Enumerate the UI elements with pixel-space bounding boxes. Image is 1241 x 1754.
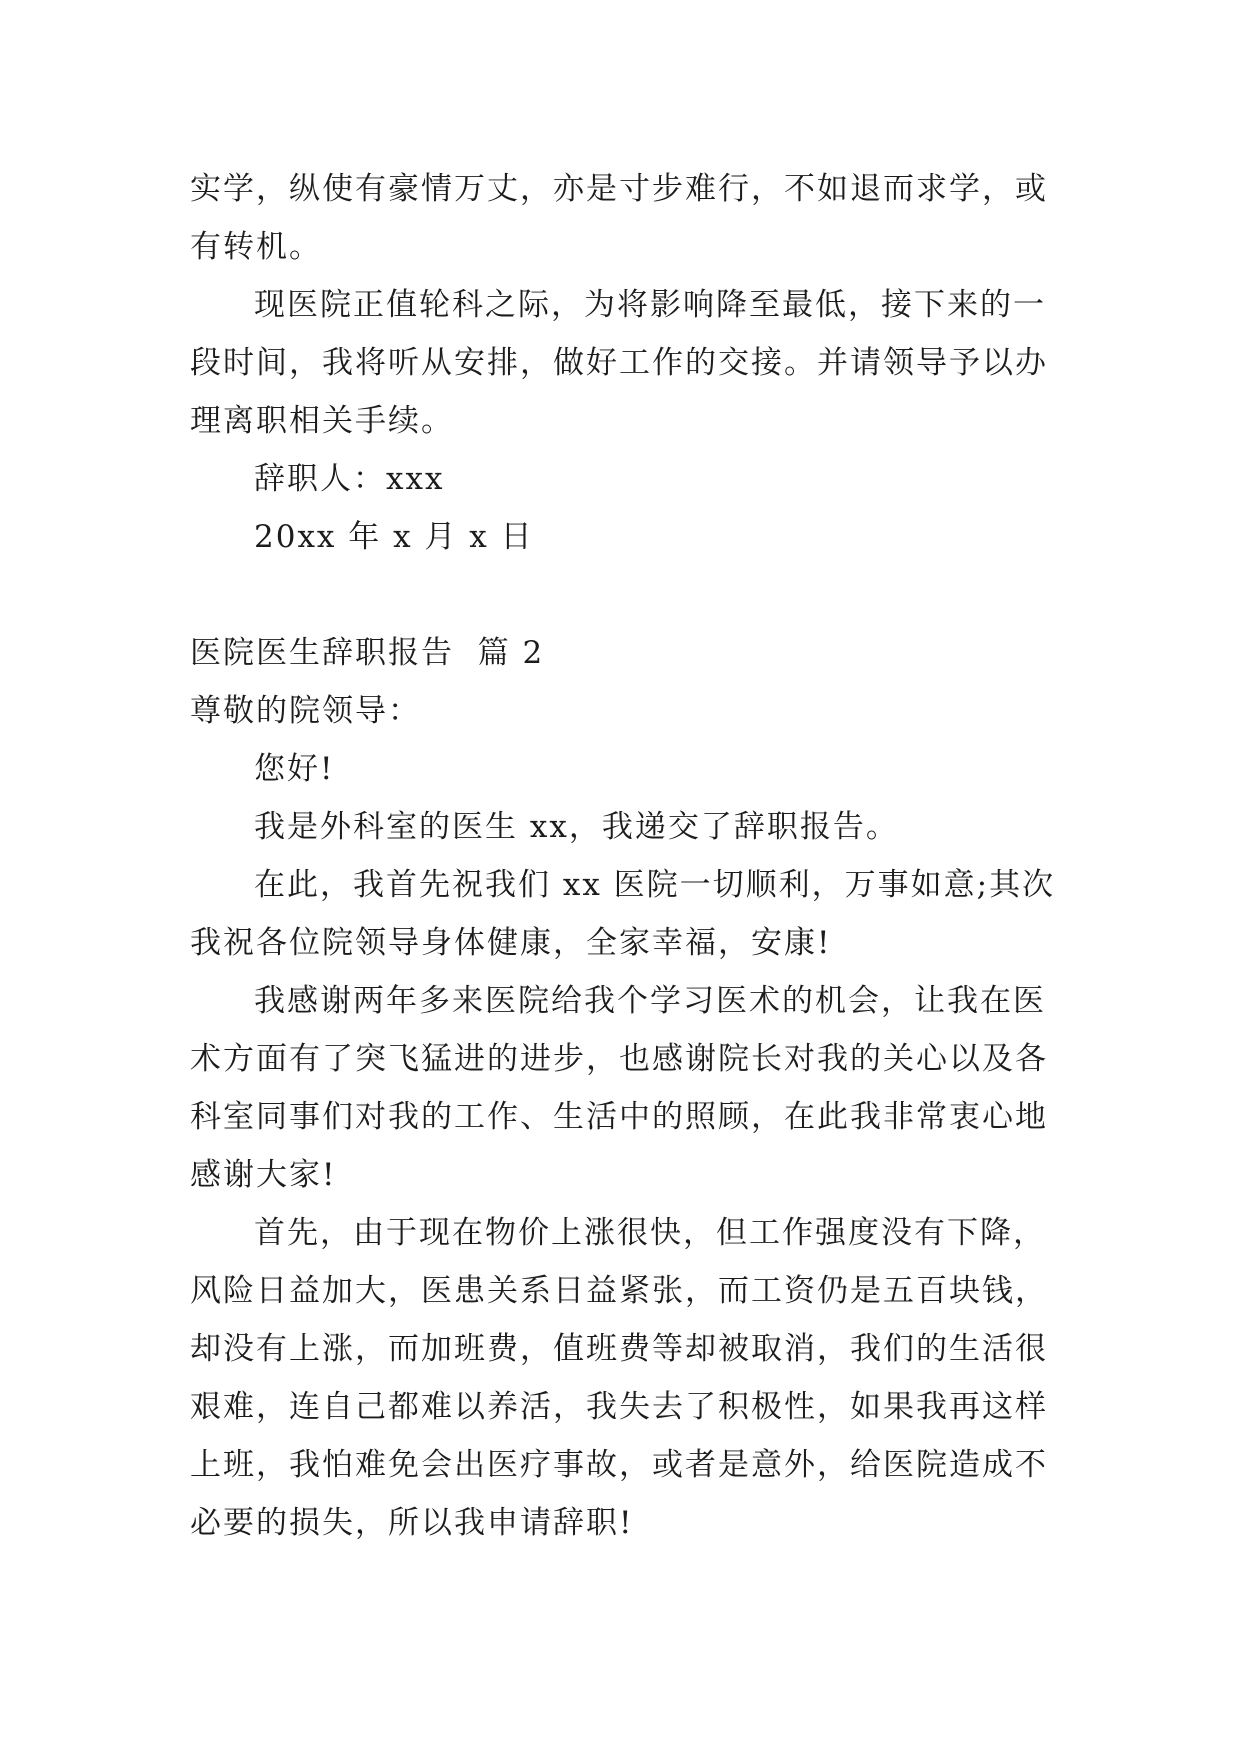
text-line: 术方面有了突飞猛进的进步，也感谢院长对我的关心以及各 xyxy=(190,1041,1048,1077)
section-spacer xyxy=(190,566,1070,624)
paragraph xyxy=(190,972,1070,1204)
text-line: 在此，我首先祝我们 xx 医院一切顺利，万事如意;其次 xyxy=(254,867,1056,903)
signature: 辞职人：xxx xyxy=(254,461,445,497)
text-line: 现医院正值轮科之际，为将影响降至最低，接下来的一 xyxy=(254,287,1046,323)
text-line: 艰难，连自己都难以养活，我失去了积极性，如果我再这样 xyxy=(190,1389,1048,1425)
document-body xyxy=(190,160,1070,1552)
text-line: 风险日益加大，医患关系日益紧张，而工资仍是五百块钱， xyxy=(190,1273,1048,1309)
paragraph xyxy=(190,856,1070,972)
text-line: 却没有上涨，而加班费，值班费等却被取消，我们的生活很 xyxy=(190,1331,1048,1367)
text-line: 上班，我怕难免会出医疗事故，或者是意外，给医院造成不 xyxy=(190,1447,1048,1483)
greeting: 您好! xyxy=(254,751,335,787)
paragraph xyxy=(190,798,1070,856)
text-line: 感谢大家! xyxy=(190,1157,337,1193)
text-line: 理离职相关手续。 xyxy=(190,403,454,439)
paragraph xyxy=(190,276,1070,450)
paragraph xyxy=(190,1204,1070,1552)
text-line: 我是外科室的医生 xx，我递交了辞职报告。 xyxy=(254,809,899,845)
text-line: 段时间，我将听从安排，做好工作的交接。并请领导予以办 xyxy=(190,345,1048,381)
date: 20xx 年 x 月 x 日 xyxy=(254,519,534,555)
text-line: 科室同事们对我的工作、生活中的照顾，在此我非常衷心地 xyxy=(190,1099,1048,1135)
text-line: 有转机。 xyxy=(190,229,322,265)
text-line: 实学，纵使有豪情万丈，亦是寸步难行，不如退而求学，或 xyxy=(190,171,1048,207)
paragraph xyxy=(190,160,1070,276)
text-line: 我感谢两年多来医院给我个学习医术的机会，让我在医 xyxy=(254,983,1046,1019)
section-title: 医院医生辞职报告 篇 2 xyxy=(190,635,545,671)
text-line: 我祝各位院领导身体健康，全家幸福，安康! xyxy=(190,925,832,961)
text-line: 首先，由于现在物价上涨很快，但工作强度没有下降， xyxy=(254,1215,1046,1251)
salutation: 尊敬的院领导： xyxy=(190,693,421,729)
text-line: 必要的损失，所以我申请辞职! xyxy=(190,1505,634,1541)
